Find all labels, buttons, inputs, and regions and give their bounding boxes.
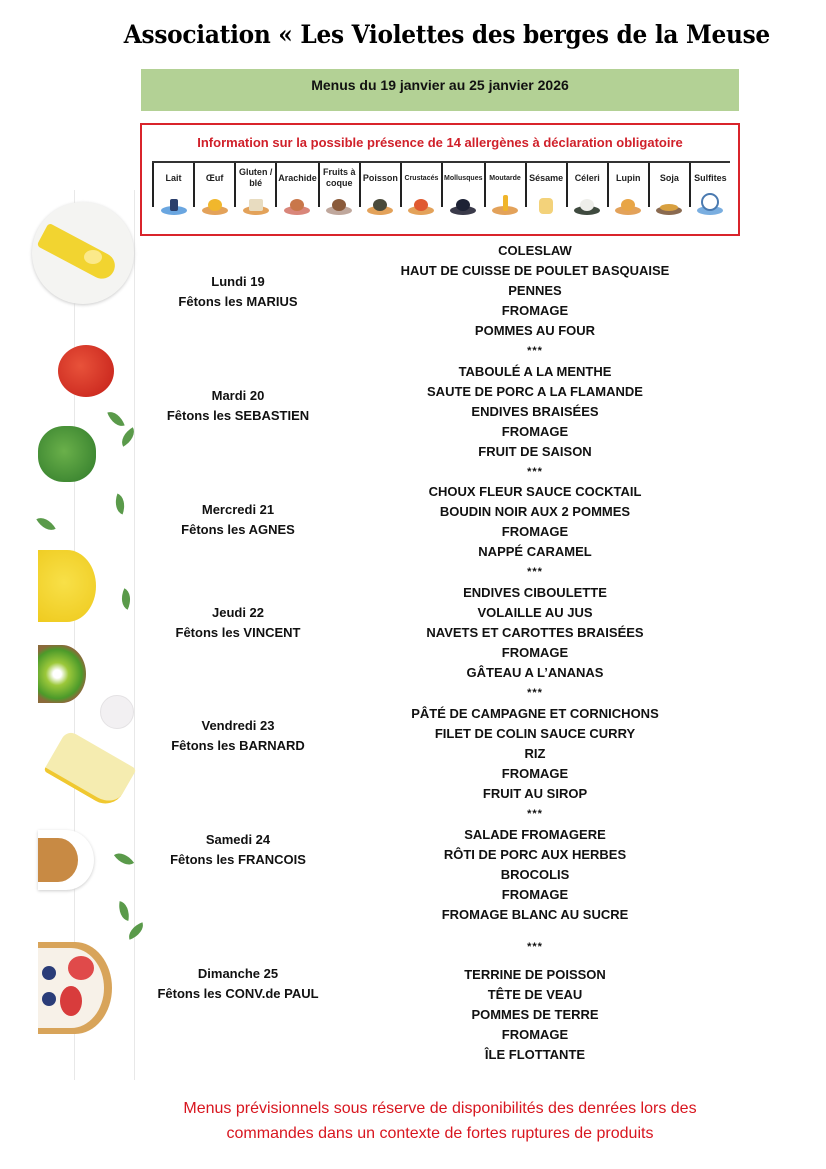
dish: ÎLE FLOTTANTE: [484, 1047, 586, 1063]
nuts-icon: [324, 193, 354, 215]
peanut-icon: [282, 193, 312, 215]
fruit-tart-image: [38, 942, 112, 1034]
menu-sunday: [385, 965, 685, 1065]
allergen-sesame: [525, 163, 566, 207]
shrimp-icon: [406, 193, 436, 215]
day-feast: Fêtons les SEBASTIEN: [166, 408, 310, 423]
dish: TERRINE DE POISSON: [464, 967, 606, 982]
allergen-arachide: [275, 163, 318, 207]
dish: TABOULÉ A LA MENTHE: [458, 364, 612, 379]
allergen-oeuf: [193, 163, 234, 207]
dish: FROMAGE: [501, 424, 569, 440]
menu-monday: [385, 241, 685, 362]
dish: GÂTEAU A L’ANANAS: [466, 665, 604, 681]
bowl-image: [100, 695, 134, 729]
date-range-label: Menus du 19 janvier au 25 janvier 2026: [311, 77, 569, 93]
day-feast: Fêtons les BARNARD: [171, 738, 305, 753]
allergen-label: Fruits à coque: [323, 167, 356, 188]
allergen-mollusques: [441, 163, 484, 207]
allergen-poisson: [359, 163, 400, 207]
decorative-food-column: [38, 190, 148, 1080]
dish: SALADE FROMAGERE: [464, 827, 606, 842]
dish: ENDIVES CIBOULETTE: [463, 585, 607, 600]
orange-juice-image: [38, 550, 96, 622]
separator: ***: [527, 466, 543, 479]
day-label-friday: [150, 716, 326, 756]
menu-tuesday: [385, 362, 685, 483]
lupin-icon: [613, 193, 643, 215]
dish: PENNES: [508, 283, 562, 299]
dish: NAVETS ET CAROTTES BRAISÉES: [426, 625, 644, 641]
allergen-label: Lait: [165, 172, 182, 183]
day-name: Mardi 20: [211, 388, 265, 403]
green-pepper-image: [38, 426, 96, 482]
dish: PÂTÉ DE CAMPAGNE ET CORNICHONS: [411, 706, 659, 721]
day-feast: Fêtons les FRANCOIS: [170, 852, 306, 867]
day-feast: Fêtons les MARIUS: [178, 294, 298, 309]
allergen-gluten: [234, 163, 275, 207]
allergen-crustaces: [400, 163, 441, 207]
dish: FROMAGE: [501, 524, 569, 540]
allergen-label: Lupin: [616, 172, 641, 183]
dish: FROMAGE BLANC AU SUCRE: [441, 907, 629, 923]
cheese-image: [43, 729, 136, 811]
allergen-soja: [648, 163, 689, 207]
disclaimer-footer: [140, 1096, 740, 1146]
day-name: Mercredi 21: [201, 502, 275, 517]
dish: FRUIT DE SAISON: [478, 444, 592, 460]
day-label-saturday: [150, 830, 326, 870]
allergen-label: Sésame: [529, 172, 564, 183]
page-title: Association « Les Violettes des berges de la Meuse: [123, 20, 770, 49]
day-label-sunday: [150, 964, 326, 1004]
dish: HAUT DE CUISSE DE POULET BASQUAISE: [400, 263, 670, 279]
dish: BOUDIN NOIR AUX 2 POMMES: [439, 504, 631, 520]
mustard-icon: [490, 193, 520, 215]
day-label-thursday: [150, 603, 326, 643]
allergen-fruits-coque: [318, 163, 359, 207]
allergen-label: Arachide: [278, 172, 317, 183]
coffee-cup-image: [38, 830, 94, 890]
allergen-celeri: [566, 163, 607, 207]
allergen-label: Mollusques: [443, 174, 483, 182]
egg-icon: [200, 193, 230, 215]
dish: ENDIVES BRAISÉES: [471, 404, 599, 420]
date-range-banner: [141, 69, 739, 111]
menu-friday: [385, 704, 685, 825]
dish: VOLAILLE AU JUS: [477, 605, 593, 621]
allergen-title: Information sur la possible présence de 14 allergènes à déclaration obligatoire: [197, 135, 683, 150]
dish: BROCOLIS: [500, 867, 570, 883]
allergen-table: [152, 161, 730, 231]
sulfites-icon: [695, 193, 725, 215]
day-name: Dimanche 25: [197, 966, 279, 981]
milk-icon: [159, 193, 189, 215]
day-name: Samedi 24: [205, 832, 271, 847]
dish: FROMAGE: [501, 645, 569, 661]
dish: POMMES DE TERRE: [471, 1007, 599, 1023]
dish: TÊTE DE VEAU: [487, 987, 583, 1003]
celery-icon: [572, 193, 602, 215]
allergen-label: Poisson: [362, 172, 398, 183]
allergen-info-box: [140, 123, 740, 236]
day-feast: Fêtons les CONV.de PAUL: [157, 986, 319, 1001]
dish: FROMAGE: [501, 887, 569, 903]
separator: ***: [527, 566, 543, 579]
fish-icon: [365, 193, 395, 215]
allergen-label: Moutarde: [489, 174, 521, 182]
day-label-tuesday: [150, 386, 326, 426]
separator: ***: [527, 687, 543, 700]
kiwi-image: [38, 645, 86, 703]
separator: ***: [527, 941, 543, 954]
separator: ***: [527, 808, 543, 821]
disclaimer-line-1: Menus prévisionnels sous réserve de disponibilités des denrées lors des: [183, 1100, 697, 1117]
lemon-tart-image: [32, 202, 134, 304]
dish: SAUTE DE PORC A LA FLAMANDE: [427, 384, 643, 400]
day-label-monday: [150, 272, 326, 312]
dish: POMMES AU FOUR: [474, 323, 596, 339]
allergen-sulfites: [689, 163, 730, 207]
allergen-label: Œuf: [205, 172, 224, 183]
day-feast: Fêtons les VINCENT: [175, 625, 301, 640]
bread-icon: [241, 193, 271, 215]
allergen-label: Crustacés: [404, 174, 439, 182]
disclaimer-line-2: commandes dans un contexte de fortes ruptures de produits: [226, 1125, 654, 1142]
dish: RÔTI DE PORC AUX HERBES: [443, 847, 627, 863]
dish: COLESLAW: [498, 243, 572, 258]
allergen-label: Soja: [659, 172, 679, 183]
dish: FRUIT AU SIROP: [482, 786, 588, 802]
day-label-wednesday: [150, 500, 326, 540]
allergen-lait: [152, 163, 193, 207]
allergen-moutarde: [484, 163, 525, 207]
menu-wednesday: [385, 482, 685, 582]
mussel-icon: [448, 193, 478, 215]
allergen-label: Sulfites: [694, 172, 727, 183]
allergen-lupin: [607, 163, 648, 207]
day-feast: Fêtons les AGNES: [181, 522, 295, 537]
soy-icon: [654, 193, 684, 215]
dish: RIZ: [524, 746, 546, 762]
allergen-label: Gluten / blé: [238, 167, 273, 188]
day-name: Lundi 19: [211, 274, 265, 289]
allergen-label: Céleri: [574, 172, 600, 183]
day-name: Jeudi 22: [211, 605, 265, 620]
separator: ***: [527, 345, 543, 358]
dish: FILET DE COLIN SAUCE CURRY: [434, 726, 636, 742]
dish: NAPPÉ CARAMEL: [478, 544, 592, 560]
menu-saturday: [385, 825, 685, 958]
dish: FROMAGE: [501, 766, 569, 782]
menu-thursday: [385, 583, 685, 704]
dish: FROMAGE: [501, 303, 569, 319]
dish: CHOUX FLEUR SAUCE COCKTAIL: [428, 484, 642, 499]
sesame-icon: [531, 193, 561, 215]
day-name: Vendredi 23: [201, 718, 275, 733]
tomato-image: [58, 345, 114, 397]
dish: FROMAGE: [501, 1027, 569, 1043]
